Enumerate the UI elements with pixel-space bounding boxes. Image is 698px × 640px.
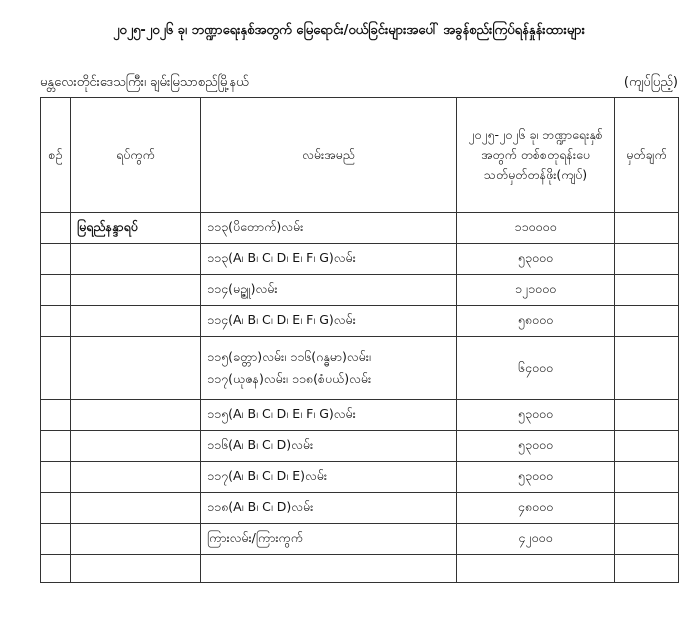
row-no — [41, 462, 71, 493]
row-quarter: မြရည်နန္ဒာရပ် — [71, 213, 201, 244]
row-quarter — [71, 524, 201, 555]
row-street: ၁၁၃(A၊ B၊ C၊ D၊ E၊ F၊ G)လမ်း — [201, 244, 457, 275]
row-price: ၁၁၀၀၀၀ — [457, 213, 615, 244]
rate-table — [40, 97, 679, 583]
row-quarter — [71, 400, 201, 431]
header-price: ၂၀၂၅-၂၀၂၆ ခု၊ ဘဏ္ဍာရေးနှစ်အတွက် တစ်စတုရန်းပေ သတ်မှတ်တန်ဖိုး(ကျပ်) — [457, 98, 615, 213]
table-row — [41, 400, 679, 431]
row-street — [201, 555, 457, 583]
document-title: ၂၀၂၅-၂၀၂၆ ခု၊ ဘဏ္ဍာရေးနှစ်အတွက် မြေရောင်း/ဝယ်ခြင်းများအပေါ် အခွန်စည်းကြပ်ရန်နှုန်းထားများ — [113, 23, 585, 38]
row-remark — [615, 431, 679, 462]
row-street: ၁၁၇(A၊ B၊ C၊ D၊ E)လမ်း — [201, 462, 457, 493]
table-row — [41, 462, 679, 493]
row-remark — [615, 493, 679, 524]
row-street: ၁၁၅(A၊ B၊ C၊ D၊ E၊ F၊ G)လမ်း — [201, 400, 457, 431]
header-street: လမ်းအမည် — [201, 98, 457, 213]
row-remark — [615, 400, 679, 431]
row-quarter — [71, 431, 201, 462]
row-no — [41, 213, 71, 244]
row-price: ၅၃၀၀၀ — [457, 462, 615, 493]
row-no — [41, 555, 71, 583]
row-remark — [615, 306, 679, 337]
table-header-row — [41, 98, 679, 213]
row-price: ၅၃၀၀၀ — [457, 400, 615, 431]
row-price: ၅၃၀၀၀ — [457, 431, 615, 462]
row-remark — [615, 337, 679, 400]
table-row — [41, 213, 679, 244]
row-price: ၅၈၀၀၀ — [457, 306, 615, 337]
header-remark: မှတ်ချက် — [615, 98, 679, 213]
row-no — [41, 493, 71, 524]
table-row — [41, 555, 679, 583]
row-no — [41, 337, 71, 400]
row-quarter — [71, 275, 201, 306]
row-street: ၁၁၄(မဥ္ဇူ)လမ်း — [201, 275, 457, 306]
table-row — [41, 337, 679, 400]
row-street: ၁၁၈(A၊ B၊ C၊ D)လမ်း — [201, 493, 457, 524]
row-remark — [615, 555, 679, 583]
header-no: စဉ် — [41, 98, 71, 213]
row-price: ၅၃၀၀၀ — [457, 244, 615, 275]
row-price: ၄၈၀၀၀ — [457, 493, 615, 524]
row-no — [41, 275, 71, 306]
table-row — [41, 306, 679, 337]
row-price: ၁၂၁၀၀၀ — [457, 275, 615, 306]
header-quarter: ရပ်ကွက် — [71, 98, 201, 213]
row-quarter — [71, 244, 201, 275]
region-township-label: မန္တလေးတိုင်းဒေသကြီး၊ ချမ်းမြသာစည်မြို့နယ် — [40, 75, 249, 90]
row-quarter — [71, 462, 201, 493]
row-remark — [615, 462, 679, 493]
subtitle-row — [40, 74, 680, 94]
row-quarter — [71, 306, 201, 337]
table-row — [41, 275, 679, 306]
row-quarter — [71, 493, 201, 524]
row-street: ကြားလမ်း/ကြားကွက် — [201, 524, 457, 555]
table-row — [41, 431, 679, 462]
row-remark — [615, 524, 679, 555]
currency-unit-label: (ကျပ်ပြည့်) — [623, 75, 678, 90]
row-no — [41, 400, 71, 431]
row-remark — [615, 244, 679, 275]
row-street: ၁၁၄(A၊ B၊ C၊ D၊ E၊ F၊ G)လမ်း — [201, 306, 457, 337]
row-price: ၆၄၀၀၀ — [457, 337, 615, 400]
row-street: ၁၁၃(ပိတောက်)လမ်း — [201, 213, 457, 244]
row-street: ၁၁၆(A၊ B၊ C၊ D)လမ်း — [201, 431, 457, 462]
table-row — [41, 244, 679, 275]
row-price — [457, 555, 615, 583]
row-no — [41, 524, 71, 555]
row-price: ၄၂၀၀၀ — [457, 524, 615, 555]
row-no — [41, 431, 71, 462]
row-quarter — [71, 555, 201, 583]
row-street: ၁၁၅(ခတ္တာ)လမ်း၊ ၁၁၆(ဂန္ဓမာ)လမ်း၊ ၁၁၇(ယုဇန)လမ်း၊ ၁၁၈(စံပယ်)လမ်း — [201, 337, 457, 400]
row-no — [41, 306, 71, 337]
row-quarter — [71, 337, 201, 400]
table-row — [41, 524, 679, 555]
row-no — [41, 244, 71, 275]
table-row — [41, 493, 679, 524]
row-remark — [615, 275, 679, 306]
row-remark — [615, 213, 679, 244]
